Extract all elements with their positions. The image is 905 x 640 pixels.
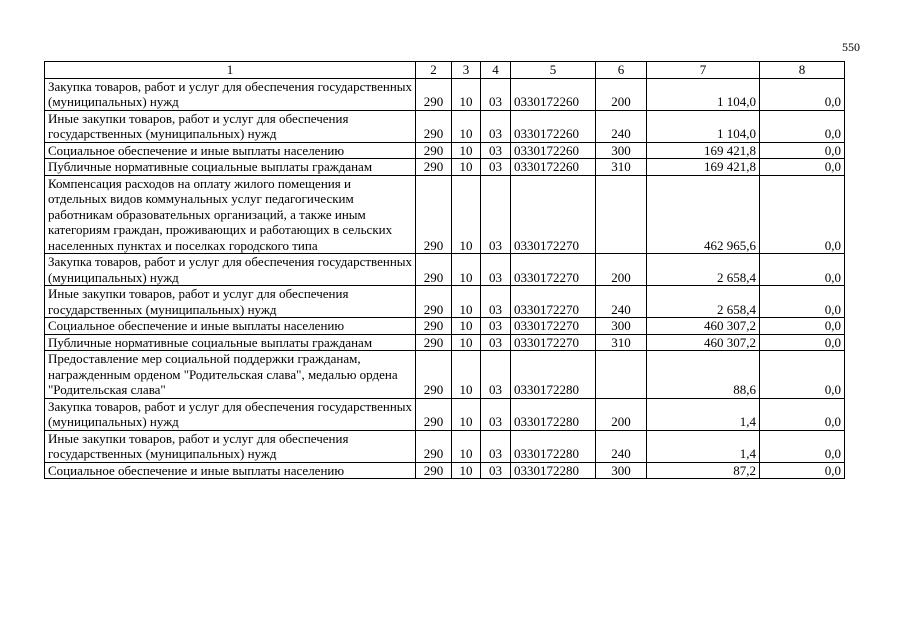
row-value-8: 0,0 <box>760 430 845 462</box>
row-subsection: 03 <box>481 398 511 430</box>
row-name: Закупка товаров, работ и услуг для обеспечения государственных (муниципальных) нужд <box>45 78 416 110</box>
row-expense-type: 240 <box>596 430 647 462</box>
row-amount: 460 307,2 <box>647 334 760 351</box>
row-amount: 87,2 <box>647 462 760 479</box>
row-target-code: 0330172260 <box>511 159 596 176</box>
row-amount: 1 104,0 <box>647 110 760 142</box>
row-name: Иные закупки товаров, работ и услуг для обеспечения государственных (муниципальных) нужд <box>45 286 416 318</box>
row-name: Предоставление мер социальной поддержки гражданам, награжденным орденом "Родительская слава", медалью ордена "Родительская слава" <box>45 351 416 399</box>
row-expense-type: 310 <box>596 159 647 176</box>
row-target-code: 0330172280 <box>511 462 596 479</box>
row-amount: 460 307,2 <box>647 318 760 335</box>
row-code-2: 290 <box>416 398 452 430</box>
row-target-code: 0330172280 <box>511 351 596 399</box>
column-header: 5 <box>511 62 596 79</box>
table-row <box>45 78 845 110</box>
row-amount: 169 421,8 <box>647 159 760 176</box>
table-row <box>45 110 845 142</box>
row-section: 10 <box>452 351 481 399</box>
row-value-8: 0,0 <box>760 142 845 159</box>
row-section: 10 <box>452 318 481 335</box>
row-code-2: 290 <box>416 142 452 159</box>
row-expense-type <box>596 351 647 399</box>
row-code-2: 290 <box>416 334 452 351</box>
row-code-2: 290 <box>416 110 452 142</box>
table-row <box>45 462 845 479</box>
table-row <box>45 318 845 335</box>
row-subsection: 03 <box>481 462 511 479</box>
row-section: 10 <box>452 430 481 462</box>
row-subsection: 03 <box>481 78 511 110</box>
row-code-2: 290 <box>416 78 452 110</box>
row-target-code: 0330172270 <box>511 318 596 335</box>
table-row <box>45 351 845 399</box>
row-value-8: 0,0 <box>760 159 845 176</box>
row-value-8: 0,0 <box>760 175 845 254</box>
row-value-8: 0,0 <box>760 286 845 318</box>
row-expense-type: 300 <box>596 142 647 159</box>
header-row <box>45 62 845 79</box>
table-row <box>45 286 845 318</box>
row-value-8: 0,0 <box>760 318 845 335</box>
row-subsection: 03 <box>481 159 511 176</box>
row-section: 10 <box>452 142 481 159</box>
row-code-2: 290 <box>416 318 452 335</box>
row-name: Социальное обеспечение и иные выплаты населению <box>45 462 416 479</box>
column-header: 6 <box>596 62 647 79</box>
table-row <box>45 430 845 462</box>
row-subsection: 03 <box>481 175 511 254</box>
row-subsection: 03 <box>481 334 511 351</box>
row-name: Социальное обеспечение и иные выплаты населению <box>45 142 416 159</box>
row-section: 10 <box>452 175 481 254</box>
row-code-2: 290 <box>416 159 452 176</box>
row-subsection: 03 <box>481 351 511 399</box>
row-subsection: 03 <box>481 110 511 142</box>
column-header: 3 <box>452 62 481 79</box>
table-row <box>45 398 845 430</box>
row-value-8: 0,0 <box>760 334 845 351</box>
column-header: 2 <box>416 62 452 79</box>
row-amount: 2 658,4 <box>647 286 760 318</box>
row-expense-type: 200 <box>596 398 647 430</box>
row-value-8: 0,0 <box>760 254 845 286</box>
row-section: 10 <box>452 286 481 318</box>
row-name: Закупка товаров, работ и услуг для обеспечения государственных (муниципальных) нужд <box>45 254 416 286</box>
row-subsection: 03 <box>481 254 511 286</box>
row-name: Закупка товаров, работ и услуг для обеспечения государственных (муниципальных) нужд <box>45 398 416 430</box>
row-section: 10 <box>452 110 481 142</box>
row-value-8: 0,0 <box>760 110 845 142</box>
row-target-code: 0330172270 <box>511 254 596 286</box>
row-target-code: 0330172260 <box>511 110 596 142</box>
row-section: 10 <box>452 78 481 110</box>
row-subsection: 03 <box>481 286 511 318</box>
row-name: Социальное обеспечение и иные выплаты населению <box>45 318 416 335</box>
table-row <box>45 175 845 254</box>
row-name: Иные закупки товаров, работ и услуг для обеспечения государственных (муниципальных) нужд <box>45 430 416 462</box>
table-row <box>45 142 845 159</box>
row-name: Публичные нормативные социальные выплаты гражданам <box>45 334 416 351</box>
row-value-8: 0,0 <box>760 398 845 430</box>
row-amount: 2 658,4 <box>647 254 760 286</box>
row-code-2: 290 <box>416 175 452 254</box>
row-name: Иные закупки товаров, работ и услуг для обеспечения государственных (муниципальных) нужд <box>45 110 416 142</box>
row-section: 10 <box>452 462 481 479</box>
row-target-code: 0330172260 <box>511 142 596 159</box>
row-code-2: 290 <box>416 351 452 399</box>
row-value-8: 0,0 <box>760 462 845 479</box>
row-target-code: 0330172270 <box>511 286 596 318</box>
row-code-2: 290 <box>416 286 452 318</box>
row-amount: 88,6 <box>647 351 760 399</box>
row-subsection: 03 <box>481 142 511 159</box>
row-target-code: 0330172260 <box>511 78 596 110</box>
budget-table <box>44 61 845 479</box>
row-amount: 1 104,0 <box>647 78 760 110</box>
column-header: 8 <box>760 62 845 79</box>
row-section: 10 <box>452 159 481 176</box>
table-row <box>45 254 845 286</box>
row-subsection: 03 <box>481 430 511 462</box>
page-number: 550 <box>842 40 860 54</box>
row-name: Компенсация расходов на оплату жилого помещения и отдельных видов коммунальных услуг педагогическим работникам образовательных организаций, а также иным категориям граждан, проживающих и работающих в сельских населенных пунктах и поселках городского типа <box>45 175 416 254</box>
row-expense-type: 310 <box>596 334 647 351</box>
table-row <box>45 159 845 176</box>
row-expense-type <box>596 175 647 254</box>
row-expense-type: 300 <box>596 462 647 479</box>
row-target-code: 0330172270 <box>511 334 596 351</box>
row-subsection: 03 <box>481 318 511 335</box>
row-amount: 169 421,8 <box>647 142 760 159</box>
row-target-code: 0330172270 <box>511 175 596 254</box>
row-amount: 1,4 <box>647 398 760 430</box>
row-name: Публичные нормативные социальные выплаты гражданам <box>45 159 416 176</box>
row-section: 10 <box>452 254 481 286</box>
row-code-2: 290 <box>416 462 452 479</box>
row-section: 10 <box>452 398 481 430</box>
row-expense-type: 300 <box>596 318 647 335</box>
column-header: 7 <box>647 62 760 79</box>
row-target-code: 0330172280 <box>511 398 596 430</box>
row-expense-type: 240 <box>596 286 647 318</box>
row-expense-type: 200 <box>596 78 647 110</box>
row-expense-type: 200 <box>596 254 647 286</box>
row-target-code: 0330172280 <box>511 430 596 462</box>
row-amount: 1,4 <box>647 430 760 462</box>
row-expense-type: 240 <box>596 110 647 142</box>
row-code-2: 290 <box>416 430 452 462</box>
row-section: 10 <box>452 334 481 351</box>
table-row <box>45 334 845 351</box>
row-value-8: 0,0 <box>760 78 845 110</box>
row-value-8: 0,0 <box>760 351 845 399</box>
column-header: 4 <box>481 62 511 79</box>
column-header: 1 <box>45 62 416 79</box>
row-amount: 462 965,6 <box>647 175 760 254</box>
row-code-2: 290 <box>416 254 452 286</box>
